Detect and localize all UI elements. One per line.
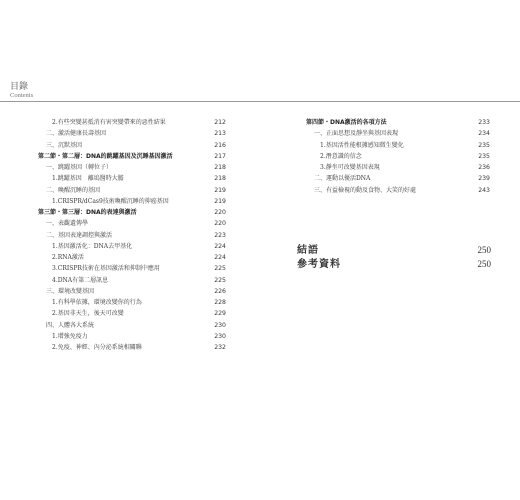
toc-entry[interactable] (38, 241, 226, 252)
toc-title: 目錄 (10, 82, 29, 92)
toc-entry[interactable] (306, 151, 490, 162)
toc-entry[interactable] (38, 320, 226, 331)
toc-entry[interactable] (38, 275, 226, 286)
toc-entry-page: 218 (214, 175, 226, 183)
toc-entry-page: 250 (477, 245, 491, 255)
toc-entry-page: 229 (214, 310, 226, 318)
toc-entry[interactable] (38, 140, 226, 151)
toc-entry-page: 219 (214, 197, 226, 205)
toc-entry-page: 250 (477, 259, 491, 269)
header-rule (0, 101, 520, 102)
toc-entry-label: 二、激活健康長壽基因 (46, 130, 107, 138)
toc-entry-page: 235 (478, 152, 490, 160)
toc-entry[interactable] (38, 162, 226, 173)
toc-entry-label: 第四節・DNA激活的各項方法 (306, 119, 387, 126)
toc-entry-label: 1.CRISPR/dCas9技術喚醒沉睡的抑癌基因 (52, 197, 169, 205)
toc-entry-conclusion[interactable] (297, 244, 491, 257)
toc-entry[interactable] (38, 252, 226, 263)
toc-entry-page: 225 (214, 276, 226, 284)
toc-entry[interactable] (38, 196, 226, 207)
toc-entry-label: 二、喚醒沉睡的基因 (46, 186, 101, 194)
toc-entry-label: 一、表觀遺傳學 (46, 220, 89, 228)
toc-entry-page: 234 (478, 130, 490, 138)
toc-entry-page: 225 (214, 265, 226, 273)
toc-entry-label: 一、正面思想及靜坐與基因表現 (314, 130, 399, 138)
toc-entry[interactable] (306, 162, 490, 173)
toc-entry[interactable] (38, 286, 226, 297)
toc-entry-label: 2.基因非天生，後天可改變 (52, 310, 124, 318)
toc-entry[interactable] (38, 230, 226, 241)
toc-entry-label: 2.有些突變甚抵消有害突變帶來的惡性結果 (52, 119, 166, 126)
toc-entry-references[interactable] (297, 258, 491, 271)
toc-entry[interactable] (38, 342, 226, 353)
toc-entry-page: 235 (478, 141, 490, 149)
toc-entry-label: 2.免疫、神經、內分泌系統相關聯 (52, 344, 142, 351)
toc-entry-label: 第二節・第二層：DNA的跳躍基因及沉睡基因激活 (38, 152, 173, 160)
toc-entry[interactable] (38, 173, 226, 184)
toc-entry-label: 參考資料 (297, 259, 341, 270)
toc-entry-page: 239 (478, 175, 490, 183)
toc-entry-label: 四、人體各大系統 (46, 321, 95, 329)
toc-entry-page: 226 (214, 287, 226, 295)
toc-entry-page: 220 (214, 220, 226, 228)
toc-subtitle: Contents (10, 92, 34, 99)
toc-entry-label: 1.有科學依據，環境改變你的行為 (52, 299, 142, 306)
toc-entry-page: 230 (214, 332, 226, 340)
toc-entry-label: 第三節・第三層：DNA的表達與激活 (38, 209, 137, 216)
toc-entry-label: 1.跳躍基因 離塢醫時大膽 (52, 175, 124, 183)
toc-entry[interactable] (38, 117, 226, 128)
toc-entry[interactable] (38, 151, 226, 162)
toc-entry-label: 三、環境改變基因 (46, 287, 95, 295)
toc-entry[interactable] (306, 185, 490, 196)
toc-entry-label: 1.增強免疫力 (52, 332, 88, 340)
toc-entry-page: 232 (214, 344, 226, 351)
toc-entry[interactable] (306, 140, 490, 151)
toc-entry-page: 224 (214, 242, 226, 250)
toc-left-column (38, 117, 226, 353)
toc-entry-page: 223 (214, 231, 226, 239)
toc-entry-page: 228 (214, 299, 226, 306)
toc-entry-label: 3.靜坐可改變基因表現 (320, 164, 380, 171)
toc-entry[interactable] (38, 263, 226, 274)
toc-entry-page: 236 (478, 164, 490, 171)
toc-entry-page: 216 (214, 141, 226, 149)
toc-entry-label: 二、基因表達調控與激活 (46, 231, 113, 239)
toc-entry-label: 1.基因激活化：DNA去甲基化 (52, 242, 133, 250)
toc-entry-page: 218 (214, 164, 226, 171)
toc-header (10, 82, 70, 100)
toc-entry[interactable] (306, 117, 490, 128)
toc-entry[interactable] (38, 297, 226, 308)
toc-entry-label: 三、沉默基因 (46, 141, 83, 149)
toc-entry-page: 217 (214, 152, 226, 160)
toc-entry-page: 219 (214, 186, 226, 194)
toc-entry-label: 2.RNA激活 (52, 254, 84, 261)
toc-entry-page: 230 (214, 321, 226, 329)
toc-entry[interactable] (38, 185, 226, 196)
toc-entry-label: 二、運動以優活DNA (314, 175, 371, 183)
toc-entry-page: 220 (214, 209, 226, 216)
toc-entry-label: 一、跳躍基因（轉位子） (46, 164, 113, 171)
toc-entry-label: 2.潛意識的信念 (320, 152, 362, 160)
toc-entry-page: 233 (478, 119, 490, 126)
toc-entry[interactable] (38, 218, 226, 229)
toc-entry-page: 224 (214, 254, 226, 261)
toc-entry-page: 213 (214, 130, 226, 138)
toc-right-column (306, 117, 490, 196)
toc-entry[interactable] (38, 128, 226, 139)
toc-entry-label: 結語 (297, 245, 319, 256)
toc-entry-label: 3.CRISPR技術在基因激活和抑制中應用 (52, 265, 160, 273)
toc-entry-page: 243 (478, 186, 490, 194)
toc-entry-label: 4.DNA有第二層訊息 (52, 276, 109, 284)
toc-entry-label: 1.基因活性能根據感知微生變化 (320, 141, 404, 149)
toc-entry-label: 三、有益檢視的動及食物、大笑的好處 (314, 186, 417, 194)
toc-entry[interactable] (306, 173, 490, 184)
toc-entry[interactable] (38, 207, 226, 218)
toc-entry-page: 212 (214, 119, 226, 126)
toc-entry[interactable] (38, 308, 226, 319)
toc-entry[interactable] (38, 331, 226, 342)
toc-entry[interactable] (306, 128, 490, 139)
